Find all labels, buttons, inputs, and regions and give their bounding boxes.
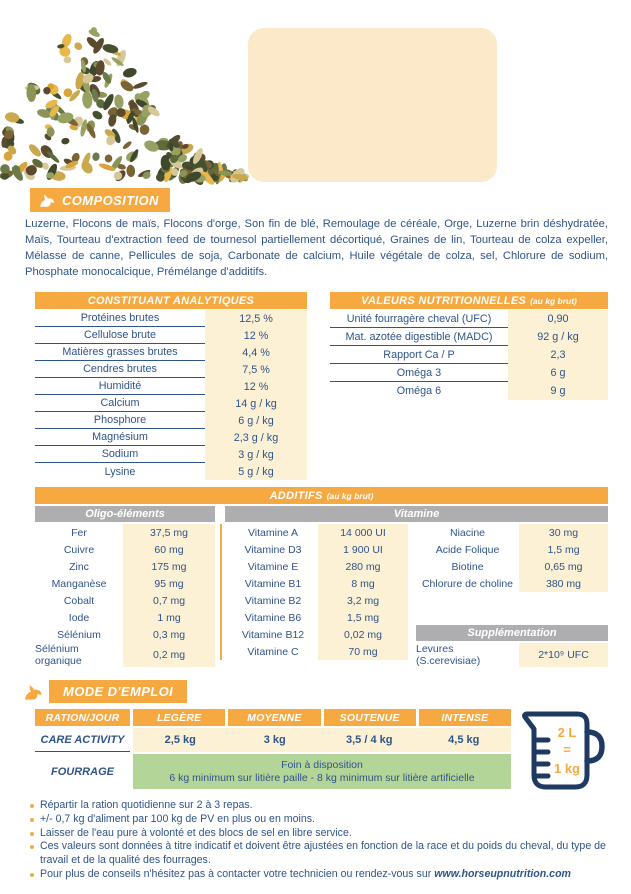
row-label: Zinc (69, 560, 89, 573)
table-row (35, 361, 307, 378)
usage-section-header (22, 680, 187, 703)
nutritional-table-header (330, 292, 608, 309)
table-row (35, 524, 215, 541)
row-label: Humidité (35, 378, 205, 395)
row-value: 280 mg (318, 558, 408, 575)
scoop-equals: = (563, 742, 571, 757)
website-link[interactable]: www.horseupnutrition.com (434, 867, 571, 880)
table-row (416, 541, 608, 558)
table-row (228, 575, 408, 592)
scoop-volume: 2 L (557, 725, 577, 740)
additives-table (35, 487, 608, 667)
note-text: Laisser de l'eau pure à volonté et des blocs de sel en libre service. (40, 826, 352, 839)
row-value: 0,2 mg (123, 643, 215, 667)
row-label: Calcium (35, 395, 205, 412)
additives-subheaders (35, 506, 608, 522)
row-value: 12,5 % (205, 310, 307, 327)
row-value: 0,7 mg (123, 592, 215, 609)
horse-icon (38, 192, 56, 208)
ration-table (35, 709, 511, 789)
vitamins-column-b-rows (416, 524, 608, 592)
composition-title-box (30, 188, 170, 212)
row-label: Acide Folique (435, 543, 500, 556)
care-activity-row (35, 728, 511, 752)
row-label: Iode (68, 611, 90, 624)
forage-line2: 6 kg minimum sur litière paille - 8 kg minimum sur litière artificielle (169, 771, 475, 784)
analytical-table-body (35, 310, 307, 480)
row-value: 0,3 mg (123, 626, 215, 643)
row-value: 70 mg (318, 643, 408, 660)
nutritional-values-table (330, 292, 608, 480)
note-item (30, 840, 610, 868)
row-label: Lysine (104, 465, 136, 478)
horse-icon (22, 682, 44, 701)
table-row (35, 395, 307, 412)
table-row (35, 626, 215, 643)
row-label: Unité fourragère cheval (UFC) (330, 310, 508, 328)
table-row (228, 541, 408, 558)
row-value: 1 mg (123, 609, 215, 626)
row-value: 37,5 mg (123, 524, 215, 541)
analysis-tables (35, 292, 608, 480)
table-row (35, 592, 215, 609)
row-value: 9 g (508, 382, 608, 400)
table-row (35, 541, 215, 558)
table-row (35, 558, 215, 575)
row-label: Cellulose brute (35, 327, 205, 344)
usage-title-box (49, 680, 187, 703)
row-label: Protéines brutes (35, 310, 205, 327)
table-row (35, 575, 215, 592)
row-label: Niacine (449, 526, 486, 539)
row-label: Vitamine B1 (244, 577, 302, 590)
table-row (330, 328, 608, 346)
row-value: 0,02 mg (318, 626, 408, 643)
row-label: Cendres brutes (35, 361, 205, 378)
row-value: 4,4 % (205, 344, 307, 361)
usage-title: MODE D'EMPLOI (63, 684, 174, 699)
row-value: 0,65 mg (519, 558, 608, 575)
table-row (330, 364, 608, 382)
table-row (35, 429, 307, 446)
vitamins-column-b (416, 524, 608, 667)
table-row (228, 643, 408, 660)
analytical-table-title: CONSTITUANT ANALYTIQUES (87, 294, 255, 307)
table-row (330, 382, 608, 400)
vitamins-header: Vitamine (225, 506, 608, 522)
note-text: Ces valeurs sont données à titre indicatif et doivent être ajustées en fonction de la race et du poids du cheval, du type de travail et de la qualité des fourrages. (40, 840, 606, 867)
composition-text: Luzerne, Flocons de maïs, Flocons d'orge, Son fin de blé, Remoulage de céréale, Orge, Luzerne brin déshydratée, Maïs, Tourteau d'extraction feed de tournesol partiellement décortiqué, Graines de lin, Tourteau de colza expeller, Mélasse de canne, Pellicules de soja, Carbonate de calcium, Huile végétale de colza, sel, Chlorure de sodium, Phosphate monocalcique, Prémélange d'additifs. (25, 218, 608, 278)
nutritional-table-title: VALEURS NUTRITIONNELLES (361, 294, 527, 307)
table-row (228, 626, 408, 643)
supplementation-row (416, 643, 608, 667)
row-value: 7,5 % (205, 361, 307, 378)
row-value: 1,5 mg (318, 609, 408, 626)
ration-value: 2,5 kg (164, 734, 196, 746)
scoop-weight: 1 kg (553, 761, 581, 776)
row-value: 95 mg (123, 575, 215, 592)
note-text: Répartir la ration quotidienne sur 2 à 3 repas. (40, 799, 253, 811)
ration-header-cell: LEGÈRE (133, 709, 225, 726)
row-label: Biotine (451, 560, 484, 573)
row-value: 5 g / kg (205, 463, 307, 480)
muesli-pile-illustration (0, 8, 250, 186)
analytical-constituents-table (35, 292, 307, 480)
table-row (228, 524, 408, 541)
oligo-elements-column (35, 524, 215, 667)
row-label: Mat. azotée digestible (MADC) (330, 328, 508, 346)
note-text: Pour plus de conseils n'hésitez pas à contacter votre technicien ou rendez-vous sur www.horseupnutrition.com (40, 867, 571, 880)
row-label: Sélénium (57, 628, 101, 641)
bullet-icon (30, 818, 34, 822)
additives-table-title: ADDITIFS (269, 489, 323, 502)
table-row (228, 609, 408, 626)
row-value: 12 % (205, 327, 307, 344)
row-label: Cuivre (63, 543, 95, 556)
table-row (35, 463, 307, 480)
row-label: Cobalt (63, 594, 95, 607)
row-label: Magnésium (35, 429, 205, 446)
ration-header-cell: SOUTENUE (324, 709, 416, 726)
row-label: Fer (71, 526, 87, 539)
ration-table-headers (35, 709, 511, 726)
row-value: 1,5 mg (519, 541, 608, 558)
row-value: 12 % (205, 378, 307, 395)
additives-table-subtitle: (au kg brut) (326, 490, 374, 501)
note-item (30, 813, 610, 827)
row-label: Sélénium organique (35, 643, 82, 667)
usage-notes (30, 799, 610, 882)
forage-line1: Foin à disposition (281, 758, 363, 771)
row-label: Sodium (35, 446, 205, 463)
table-row (35, 609, 215, 626)
row-value: 8 mg (318, 575, 408, 592)
nutritional-table-body (330, 310, 608, 400)
nutritional-table-subtitle: (au kg brut) (530, 295, 577, 306)
row-value: 2*10⁹ UFC (519, 643, 608, 667)
measuring-jug-icon (518, 701, 610, 797)
row-value: 14 000 UI (318, 524, 408, 541)
row-value: 60 mg (123, 541, 215, 558)
vitamins-column-a (228, 524, 408, 660)
row-label: Vitamine B2 (244, 594, 302, 607)
note-text: +/- 0,7 kg d'aliment par 100 kg de PV en plus ou en moins. (40, 812, 315, 825)
row-label: Chlorure de choline (421, 577, 514, 590)
row-value: 380 mg (519, 575, 608, 592)
row-value: 175 mg (123, 558, 215, 575)
ration-value: 3 kg (263, 734, 286, 746)
table-row (416, 558, 608, 575)
table-row (35, 344, 307, 361)
forage-label: FOURRAGE (51, 765, 114, 778)
table-row (35, 378, 307, 395)
ration-header-cell: MOYENNE (228, 709, 320, 726)
table-row (416, 575, 608, 592)
care-activity-label: CARE ACTIVITY (35, 728, 130, 752)
ration-header-cell: INTENSE (419, 709, 511, 726)
row-label: Vitamine C (247, 645, 299, 658)
product-name-panel (248, 28, 497, 182)
row-label: Vitamine A (247, 526, 298, 539)
oligo-elements-header: Oligo-éléments (35, 506, 215, 522)
row-label: Vitamine D3 (244, 543, 302, 556)
row-value: 14 g / kg (205, 395, 307, 412)
row-label: Vitamine B12 (241, 628, 305, 641)
row-value: 30 mg (519, 524, 608, 541)
bullet-icon (30, 832, 34, 836)
row-value: 3 g / kg (205, 446, 307, 463)
row-label: Oméga 3 (330, 364, 508, 382)
row-label: Oméga 6 (396, 385, 442, 397)
additives-body (35, 524, 608, 667)
row-label: Manganèse (51, 577, 107, 590)
table-row (35, 310, 307, 327)
bullet-icon (30, 873, 34, 877)
table-row (35, 327, 307, 344)
note-item (30, 799, 610, 813)
table-row (228, 558, 408, 575)
ration-header-cell: RATION/JOUR (35, 709, 130, 726)
table-row (35, 412, 307, 429)
ration-value: 4,5 kg (448, 734, 480, 746)
forage-row (35, 754, 511, 789)
note-item (30, 827, 610, 841)
row-value: 92 g / kg (508, 328, 608, 346)
row-value: 0,90 (508, 310, 608, 328)
note-item (30, 868, 610, 882)
table-row (330, 310, 608, 328)
ration-value: 3,5 / 4 kg (346, 734, 393, 746)
bullet-icon (30, 804, 34, 808)
column-divider (220, 524, 222, 660)
composition-section-header (30, 188, 170, 212)
forage-value (133, 754, 511, 789)
table-row (35, 643, 215, 667)
row-value: 6 g (508, 364, 608, 382)
table-row (330, 346, 608, 364)
row-label: Vitamine B6 (244, 611, 302, 624)
product-photo (0, 8, 250, 186)
row-value: 2,3 g / kg (205, 429, 307, 446)
row-value: 3,2 mg (318, 592, 408, 609)
composition-title: COMPOSITION (62, 192, 159, 208)
measuring-jug (518, 701, 610, 797)
row-label: Phosphore (35, 412, 205, 429)
table-row (228, 592, 408, 609)
row-label: Matières grasses brutes (35, 344, 205, 361)
row-value: 6 g / kg (205, 412, 307, 429)
row-label: Levures (S.cerevisiae) (416, 643, 481, 667)
supplementation-header: Supplémentation (416, 625, 608, 641)
row-label: Rapport Ca / P (330, 346, 508, 364)
table-row (35, 446, 307, 463)
table-row (416, 524, 608, 541)
analytical-table-header (35, 292, 307, 309)
row-value: 1 900 UI (318, 541, 408, 558)
care-activity-values (133, 728, 511, 752)
additives-table-header (35, 487, 608, 504)
row-value: 2,3 (508, 346, 608, 364)
row-label: Vitamine E (247, 560, 299, 573)
bullet-icon (30, 845, 34, 849)
